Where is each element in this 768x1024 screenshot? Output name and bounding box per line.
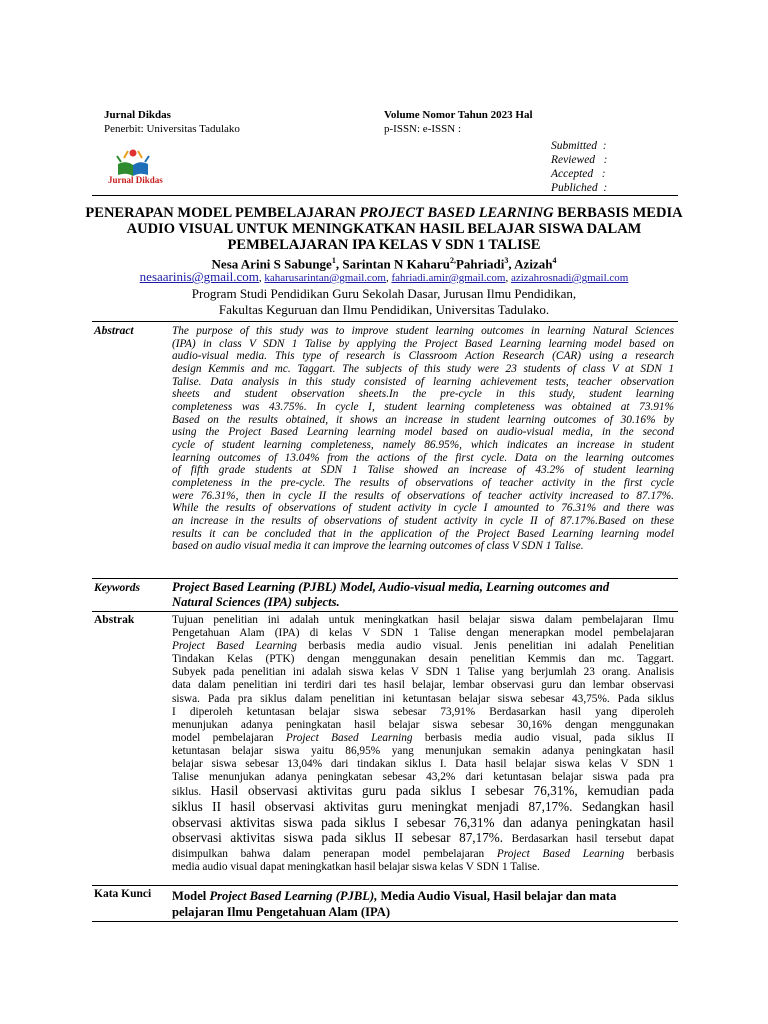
email-list: nesaarinis@gmail.com, kaharusarintan@gmail.com, fahriadi.amir@gmail.com, azizahrosnadi@gmail.com	[139, 269, 629, 284]
abstrak-label: Abstrak	[94, 614, 135, 626]
affiliation-line2: Fakultas Keguruan dan Ilmu Pendidikan, Universitas Tadulako.	[218, 302, 550, 317]
author-3: Pahriadi	[455, 256, 505, 272]
email-link-3[interactable]: fahriadi.amir@gmail.com	[391, 272, 506, 284]
journal-logo	[104, 142, 174, 190]
abstrak-line: ketuntasan belajar siswa yaitu 86,95% yang menunjukan semakin adanya peningkatan hasil	[172, 744, 674, 757]
issn-info: p-ISSN: e-ISSN :	[384, 123, 462, 135]
abstract-en-line: cycle of student learning completeness, namely 86.95%, which indicates an increase in student	[172, 438, 674, 451]
author-2: , Sarintan N Kaharu	[335, 256, 450, 272]
paper-title-line1	[60, 205, 708, 221]
keywords-id-line1	[172, 888, 674, 904]
keywords-en-line1: Project Based Learning (PJBL) Model, Audio-visual media, Learning outcomes and	[172, 580, 610, 594]
keywords-id-line2: pelajaran Ilmu Pengetahuan Alam (IPA)	[172, 905, 391, 919]
abstrak-text: disimpulkan bahwa dalam penerapan model pembelajaran	[172, 847, 497, 860]
author-4-sup: 4	[552, 256, 557, 265]
abstrak-text: berbasis media audio visual, pada siklus II	[412, 731, 675, 744]
abstrak-line: menunjukan adanya peningkatan hasil belajar siswa sebesar 30,16% dengan menggunakan	[172, 718, 674, 731]
author-1-sup: 1	[331, 256, 336, 265]
abstrak-text: Berdasarkan hasil tersebut dapat	[511, 833, 674, 846]
abstrak-line: siklus II hasil observasi aktivitas guru meningkat menjadi 87,17%. Sedangkan hasil	[172, 799, 674, 815]
abstrak-italic: Project Based Learning	[496, 847, 625, 860]
abstrak-line	[172, 732, 674, 745]
abstract-en-line: design Kemmis and mc. Taggart. The subjects of this study were 23 students of class V at SDN 1	[172, 362, 674, 375]
abstrak-italic: Project Based Learning	[285, 731, 413, 744]
header-rule	[92, 195, 678, 196]
abstract-en-line: Talise. Data analysis in this study consisted of learning achievement tests, teacher observation	[172, 375, 674, 388]
author-4: , Azizah	[508, 256, 553, 272]
abstrak-text: berbasis media audio visual. Jenis penelitian ini adalah Penelitian	[296, 640, 674, 653]
abstrak-line	[172, 830, 674, 848]
volume-info: Volume Nomor Tahun 2023 Hal	[384, 109, 533, 121]
email-link-4[interactable]: azizahrosnadi@gmail.com	[510, 272, 629, 284]
email-link-2[interactable]: kaharusarintan@gmail.com	[264, 272, 386, 284]
author-1: Nesa Arini S Sabunge	[211, 256, 332, 272]
keywords-en	[172, 580, 674, 610]
keywords-id-text: Model	[172, 889, 210, 903]
abstract-id	[172, 614, 674, 874]
paper-title-line3: PEMBELAJARAN IPA KELAS V SDN 1 TALISE	[227, 237, 541, 253]
abstrak-line: Pengetahuan Alam (IPA) di kelas V SDN 1 Talise dengan menerapkan model pembelajaran	[172, 627, 674, 640]
email-link-1[interactable]: nesaarinis@gmail.com	[139, 269, 259, 284]
abstrak-katakunci-rule	[92, 885, 678, 886]
abstrak-line: Subyek pada penelitian ini adalah siswa kelas V SDN 1 Talise yang berjumlah 23 orang. Analisis	[172, 666, 674, 679]
abstrak-line: Talise menunjukan adanya peningkatan sebesar 43,2% dari ketuntasan belajar siswa pada pra	[172, 771, 674, 784]
kata-kunci-label: Kata Kunci	[94, 888, 152, 900]
published-label: Publiched :	[551, 182, 608, 194]
paper-title-line2: AUDIO VISUAL UNTUK MENINGKATKAN HASIL BELAJAR SISWA DALAM	[126, 221, 642, 237]
abstract-en-line: were 76.31%, then in cycle II the results of observations of teacher activity increased to 87.17%.	[172, 489, 674, 502]
publisher: Penerbit: Universitas Tadulako	[104, 123, 240, 135]
abstrak-line: media audio visual dapat meningkatkan hasil belajar siswa kelas V SDN 1 Talise.	[172, 860, 540, 873]
accepted-label: Accepted :	[551, 168, 606, 180]
abstrak-text: berbasis	[624, 847, 675, 860]
keywords-label: Keywords	[94, 582, 140, 594]
abstrak-line: data dalam penelitian ini terdiri dari tes hasil belajar, lembar observasi guru dan lembar observasi	[172, 679, 674, 692]
abstract-en-line: completeness in the pre-cycle. The results of observations of teacher activity in the first cycle	[172, 476, 674, 489]
keyword-abstrak-rule	[92, 611, 678, 612]
abstract-en-line: audio-visual media. This type of research is Classroom Action Research (CAR) using a research	[172, 350, 674, 363]
abstrak-line	[172, 848, 674, 861]
keywords-id-italic: Project Based Learning (PJBL),	[209, 889, 378, 903]
abstract-en-line: learning outcomes of 13.04% from the actions of the first cycle. Data on the learning outcomes	[172, 451, 674, 464]
affiliation-line1: Program Studi Pendidikan Guru Sekolah Dasar, Jurusan Ilmu Pendidikan,	[191, 286, 577, 301]
abstract-en-line: based on audio visual media it can improve the learning outcomes of class V SDN 1 Talise.	[172, 540, 584, 553]
abstract-en-line: using the Project Based Learning learning model based on audio-visual media, in the second	[172, 426, 674, 439]
keywords-id-text: Media Audio Visual, Hasil belajar dan mata	[377, 889, 617, 903]
keywords-en-line2: Natural Sciences (IPA) subjects.	[172, 595, 340, 609]
reviewed-label: Reviewed :	[551, 154, 608, 166]
bottom-rule	[92, 921, 678, 922]
abstract-top-rule	[92, 321, 678, 322]
journal-name: Jurnal Dikdas	[104, 109, 171, 121]
keywords-id	[172, 888, 674, 920]
abstract-en-line: The purpose of this study was to improve student learning outcomes in learning Natural Sciences	[172, 325, 674, 337]
abstrak-line	[172, 640, 674, 653]
abstract-en-line: completeness was 43.75%. In cycle I, student learning completeness was obtained at 73.91%	[172, 400, 674, 413]
author-2-sup: 2,	[449, 256, 456, 265]
abstract-en-line: of fifth grade students at SDN 1 Talise showed an increase of 43.2% of student learning	[172, 464, 674, 477]
abstrak-large-text: Hasil observasi aktivitas guru pada siklus I sebesar 76,31%, kemudian pada	[210, 783, 674, 799]
abstrak-italic: Project Based Learning	[172, 640, 297, 653]
abstrak-line	[172, 784, 674, 799]
abstrak-text: model pembelajaran	[172, 731, 286, 744]
submitted-label: Submitted :	[551, 140, 607, 152]
abstrak-line: observasi aktivitas siswa pada siklus I sebesar 76,31% dan adanya peningkatan hasil	[172, 814, 674, 830]
abstract-en-line: results it can be concluded that in the application of the Project Based Learning learning model	[172, 527, 674, 540]
title-italic: PROJECT BASED LEARNING	[359, 205, 554, 221]
abstract-en-line: sheets and student observation sheets.In the pre-cycle in this study, student learning	[172, 388, 674, 401]
author-3-sup: 3	[504, 256, 509, 265]
abstrak-line: Tindakan Kelas (PTK) dengan menggunakan desain penelitian Kemmis dan mc. Taggart.	[172, 653, 674, 666]
abstrak-line: I diperoleh ketuntasan belajar siswa sebesar 73,91% Berdasarkan hasil yang diperoleh	[172, 705, 674, 718]
abstract-en-line: (IPA) in class V SDN 1 Talise by applying the Project Based Learning learning model based on	[172, 337, 674, 350]
abstrak-large-text: observasi aktivitas siswa pada siklus II sebesar 87,17%.	[172, 830, 512, 846]
abstrak-text: siklus.	[172, 786, 211, 799]
abstract-keyword-rule	[92, 578, 678, 579]
abstrak-line: belajar siswa sebesar 13,04% dari tindakan siklus I. Data hasil belajar siswa kelas V SDN 1	[172, 758, 674, 771]
abstract-label: Abstract	[94, 325, 134, 337]
logo-caption: Jurnal Dikdas	[108, 175, 163, 185]
title-part3: BERBASIS MEDIA	[553, 205, 683, 221]
abstract-en-line: an increase in the results of observations of student activity in cycle II of 87.17%.Based on these	[172, 514, 674, 527]
abstract-en-line: While the results of observations of student activity in cycle I amounted to 76.31% and there was	[172, 502, 674, 515]
abstrak-line: Tujuan penelitian ini adalah untuk meningkatkan hasil belajar siswa dalam pembelajaran Ilmu	[172, 614, 674, 626]
abstrak-line: siswa. Pada pra siklus dalam penelitian ini ketuntasan belajar siswa sebesar 43,75%. Pada siklus	[172, 692, 674, 705]
title-part1: PENERAPAN MODEL PEMBELAJARAN	[85, 205, 360, 221]
abstract-en-line: Based on the results obtained, it shows an increase in student learning outcomes of 30.16% by	[172, 413, 674, 426]
abstract-en	[172, 325, 674, 553]
